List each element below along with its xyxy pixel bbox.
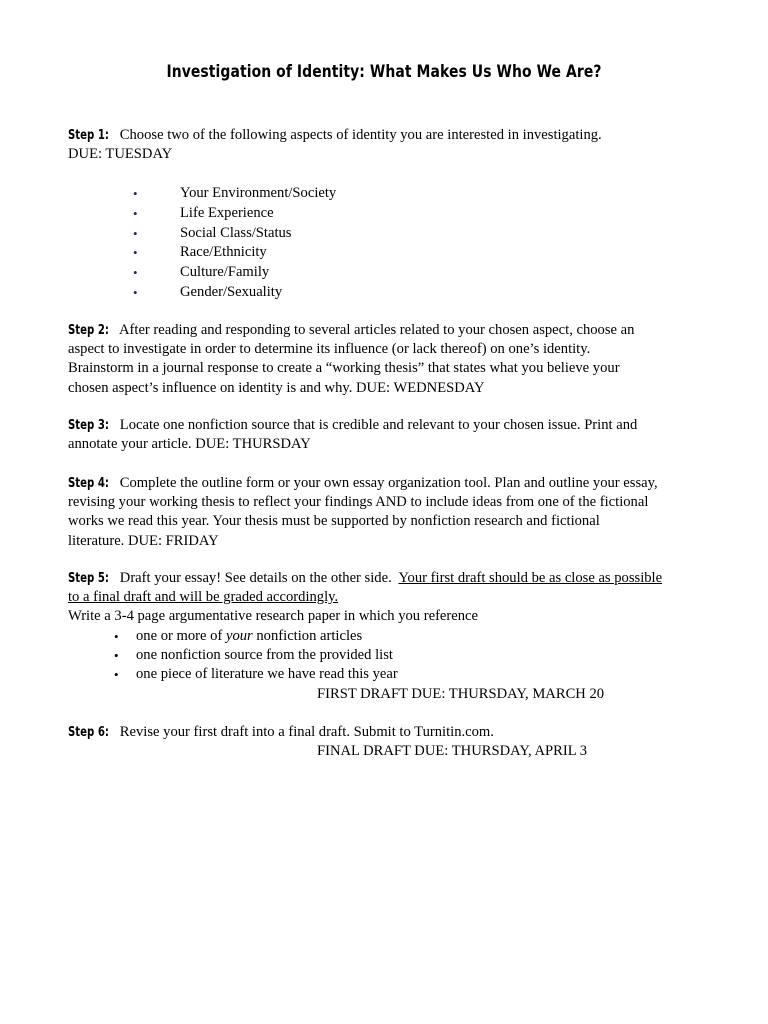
list-item: • Life Experience <box>68 204 336 224</box>
bullet-icon: • <box>114 628 119 644</box>
step-5-label: Step 5: <box>68 571 109 586</box>
list-item: • Culture/Family <box>68 263 336 283</box>
step-1-label: Step 1: <box>68 128 109 143</box>
step-1 <box>68 126 728 164</box>
final-draft-due: FINAL DRAFT DUE: THURSDAY, APRIL 3 <box>317 743 588 760</box>
list-item: • Race/Ethnicity <box>68 243 336 263</box>
reference-list <box>68 627 728 685</box>
first-draft-note-cont: to a final draft and will be graded accordingly. <box>68 589 339 606</box>
step-5: Step 5: Draft your essay! See details on the other side. Your first draft should be as close as possible to a final draft and will be graded accordingly. Write a 3-4 page argumentative research paper in which you reference • one or more of your nonfiction articles • one nonfiction source from the provided list • one piece of literature we have read this year FIRST DRAFT DUE: THURSDAY, MARCH 20 <box>68 569 728 704</box>
bullet-icon: • <box>133 284 138 300</box>
list-item: • Social Class/Status <box>68 224 336 244</box>
bullet-icon: • <box>114 648 119 663</box>
step-4: Step 4: Complete the outline form or your own essay organization tool. Plan and outline your essay, revising your working thesis to reflect your findings AND to include ideas from one of the fictional works we read this year. Your thesis must be supported by nonfiction research and fictional literature. DUE: FRIDAY <box>68 475 658 549</box>
bullet-icon: • <box>114 667 119 683</box>
bullet-icon: • <box>133 205 138 221</box>
page-title: Investigation of Identity: What Makes Us Who We Are? <box>166 62 602 82</box>
list-item: • Gender/Sexuality <box>68 283 336 303</box>
list-item: • one or more of your nonfiction articles <box>68 627 728 646</box>
step-1-due: DUE: TUESDAY <box>68 146 173 163</box>
bullet-icon: • <box>133 186 138 201</box>
step-2-label: Step 2: <box>68 323 109 338</box>
step-2: Step 2: After reading and responding to several articles related to your chosen aspect, choose an aspect to investigate in order to determine its influence (or lack thereof) on one’s identity. Brainstorm in a journal response to create a “working thesis” that states what you believe your chosen aspect’s influence on identity is and why. DUE: WEDNESDAY <box>68 322 635 396</box>
step-6-label: Step 6: <box>68 725 109 740</box>
bullet-icon: • <box>133 245 138 261</box>
step-3: Step 3: Locate one nonfiction source that is credible and relevant to your chosen issue. Print and annotate your article. DUE: THURSDAY <box>68 417 638 453</box>
first-draft-due: FIRST DRAFT DUE: THURSDAY, MARCH 20 <box>317 685 605 702</box>
first-draft-note: Your first draft should be as close as possible <box>398 570 663 586</box>
aspects-list <box>68 184 336 303</box>
list-item: • one nonfiction source from the provided list <box>68 646 728 665</box>
step-6: Step 6: Revise your first draft into a final draft. Submit to Turnitin.com. FINAL DRAFT DUE: THURSDAY, APRIL 3 <box>68 723 728 761</box>
step-1-text: Choose two of the following aspects of identity you are interested in investigating. <box>119 127 602 143</box>
bullet-icon: • <box>133 265 138 281</box>
list-item: • one piece of literature we have read this year <box>68 665 728 684</box>
step-4-label: Step 4: <box>68 476 109 491</box>
list-item: • Your Environment/Society <box>68 184 336 204</box>
bullet-icon: • <box>133 225 138 241</box>
step-3-label: Step 3: <box>68 418 109 433</box>
